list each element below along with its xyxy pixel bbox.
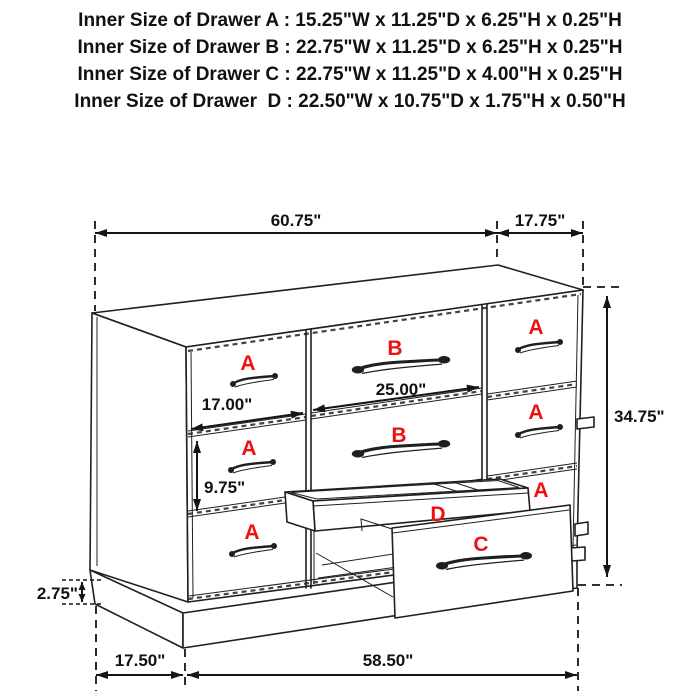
drawer-label-b1: B (387, 337, 403, 360)
inner-size-line-b: Inner Size of Drawer B : 22.75"W x 11.25"D x 6.25"H x 0.25"H (77, 37, 623, 58)
inner-size-line-c: Inner Size of Drawer C : 22.75"W x 11.25"D x 4.00"H x 0.25"H (77, 64, 623, 85)
inner-size-line-a: Inner Size of Drawer A : 15.25"W x 11.25"D x 6.25"H x 0.25"H (78, 10, 622, 31)
drawer-label-c: C (473, 533, 489, 556)
drawer-label-a1: A (240, 352, 256, 375)
drawer-label-a3: A (244, 521, 260, 544)
drawer-label-d: D (430, 503, 446, 526)
drawer-label-a4: A (528, 316, 544, 339)
drawer-label-b2: B (391, 424, 407, 447)
drawer-label-a2: A (241, 437, 257, 460)
dim-label-base-height: 2.75" (36, 584, 78, 603)
cabinet-left-side (90, 313, 188, 602)
drawer-label-a6: A (533, 479, 549, 502)
inner-size-line-d: Inner Size of Drawer D : 22.50"W x 10.75"D x 1.75"H x 0.50"H (74, 91, 626, 112)
drawer-label-a5: A (528, 401, 544, 424)
dim-label-overall-height: 34.75" (614, 407, 665, 426)
dim-label-base-side-depth: 17.50" (114, 651, 166, 670)
dim-label-top-width: 60.75" (270, 211, 322, 230)
dim-label-base-front-width: 58.50" (362, 651, 414, 670)
dim-label-drawer-a-width: 17.00" (201, 395, 253, 414)
dim-label-drawer-b-width: 25.00" (375, 380, 427, 399)
dim-label-top-depth: 17.75" (514, 211, 566, 230)
dim-label-drawer-a-height: 9.75" (204, 478, 246, 497)
